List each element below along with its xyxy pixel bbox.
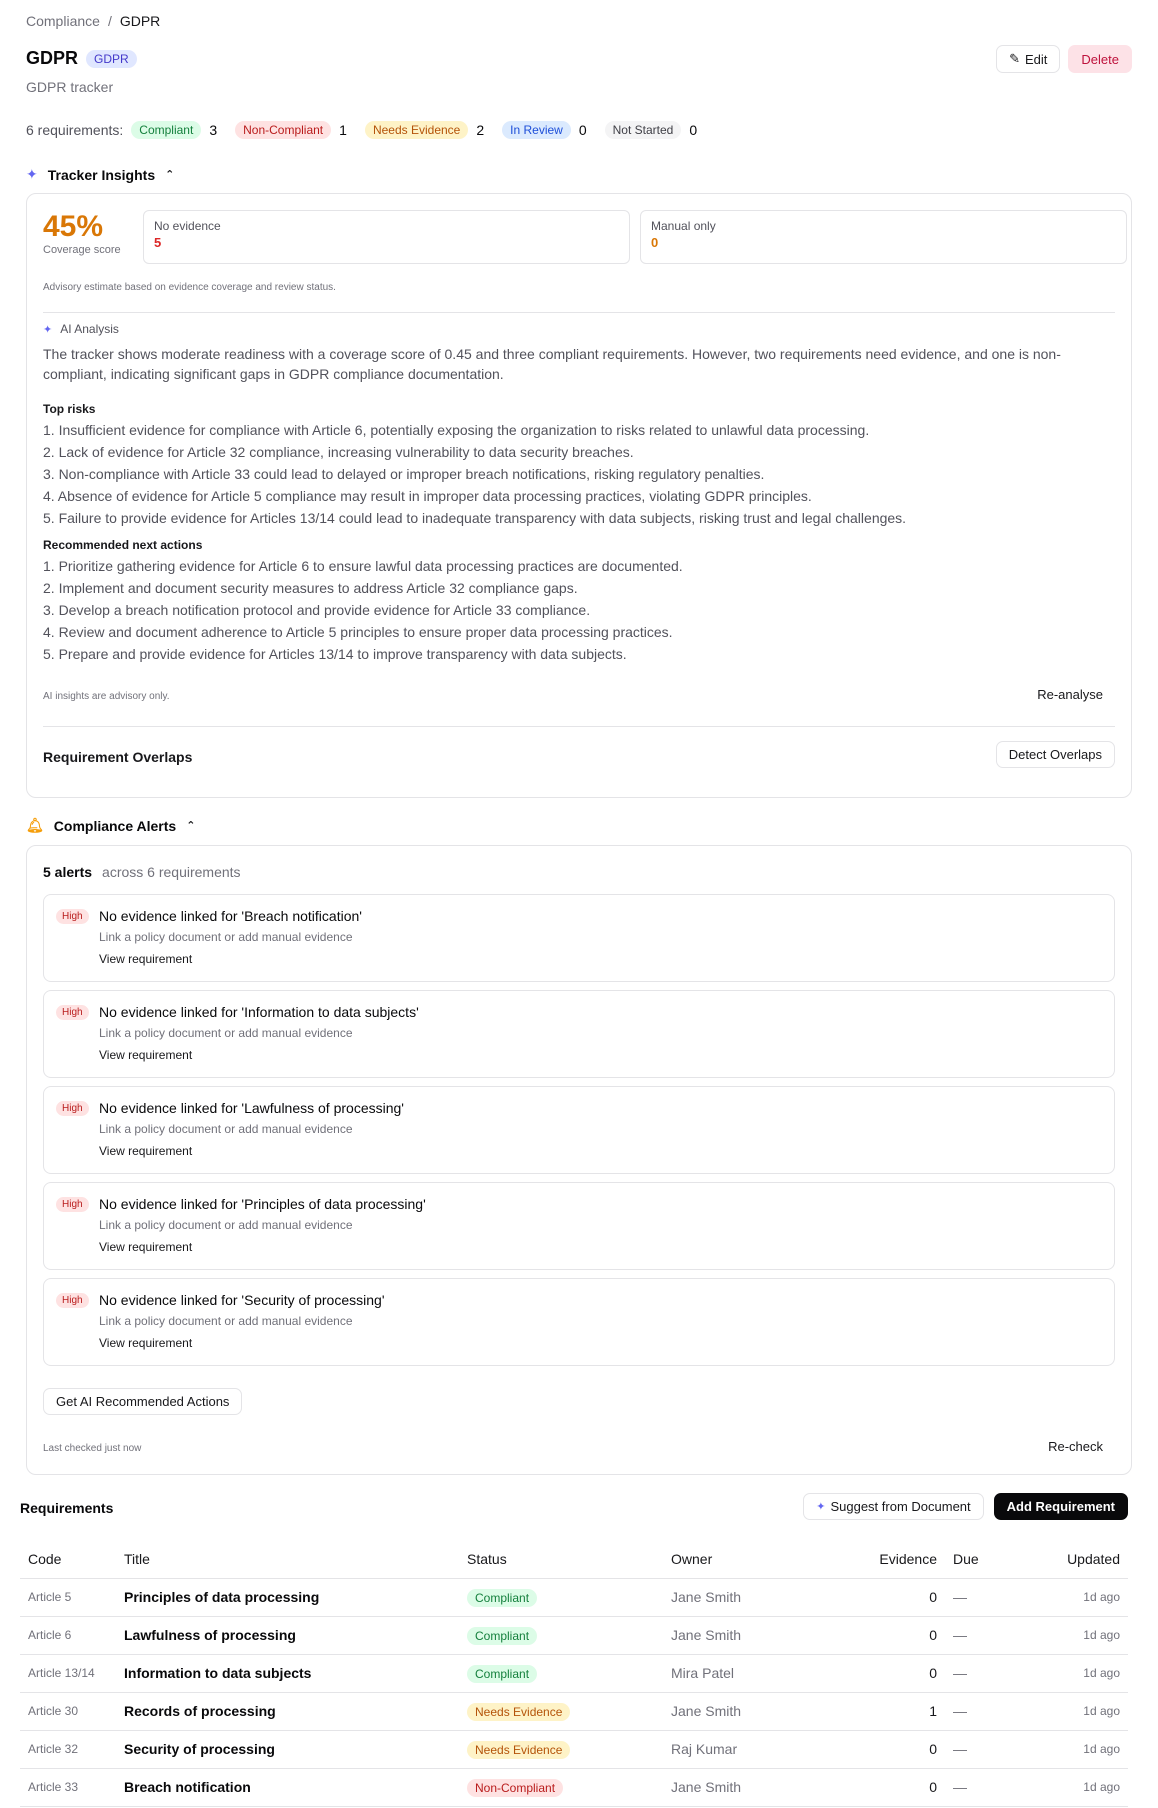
status-summary	[26, 121, 707, 139]
alerts-count: 5 alerts	[43, 864, 93, 880]
suggest-label: Suggest from Document	[830, 1499, 971, 1514]
updated-time: 1d ago	[1020, 1730, 1128, 1768]
metric-no-evidence	[143, 210, 630, 264]
edit-button[interactable]	[996, 45, 1060, 73]
recheck-button[interactable]: Re-check	[1036, 1434, 1115, 1459]
requirements-table	[20, 1540, 1128, 1807]
severity-badge: High	[56, 1101, 89, 1116]
requirement-code: Article 32	[20, 1730, 116, 1768]
status-count-non-compliant: 1	[339, 122, 347, 138]
requirements-count: 6 requirements:	[26, 122, 124, 138]
severity-badge: High	[56, 1197, 89, 1212]
status-badge-in-review: In Review	[502, 121, 571, 139]
table-row[interactable]	[20, 1654, 1128, 1692]
status-badge-needs-evidence: Needs Evidence	[365, 121, 468, 139]
column-header-title[interactable]: Title	[116, 1540, 459, 1578]
due-date: —	[945, 1654, 1020, 1692]
breadcrumb-current: GDPR	[119, 13, 161, 29]
alert-item	[43, 1278, 1115, 1366]
list-item: 3. Develop a breach notification protocol and provide evidence for Article 33 compliance.	[43, 602, 591, 618]
status-badge-compliant: Compliant	[131, 121, 201, 139]
status-badge-non-compliant: Non-Compliant	[235, 121, 331, 139]
evidence-count: 0	[833, 1578, 945, 1616]
alert-item	[43, 1086, 1115, 1174]
page-subtitle: GDPR tracker	[26, 79, 114, 95]
insights-card	[26, 193, 1132, 798]
advisory-note: Advisory estimate based on evidence coverage and review status.	[43, 282, 336, 293]
detect-overlaps-button[interactable]: Detect Overlaps	[996, 741, 1115, 768]
due-date: —	[945, 1692, 1020, 1730]
ai-analysis-text: AI Analysis	[60, 322, 119, 336]
updated-time: 1d ago	[1020, 1768, 1128, 1806]
delete-button[interactable]: Delete	[1068, 45, 1132, 73]
chevron-up-icon: ⌃	[186, 820, 196, 832]
evidence-count: 0	[833, 1730, 945, 1768]
requirement-title[interactable]: Information to data subjects	[116, 1654, 459, 1692]
metric-label: No evidence	[154, 219, 221, 233]
due-date: —	[945, 1730, 1020, 1768]
due-date: —	[945, 1768, 1020, 1806]
alert-title: No evidence linked for 'Breach notification'	[99, 908, 362, 924]
requirement-code: Article 33	[20, 1768, 116, 1806]
table-row[interactable]	[20, 1578, 1128, 1616]
alert-item	[43, 990, 1115, 1078]
alert-title: No evidence linked for 'Principles of data processing'	[99, 1196, 426, 1212]
requirement-code: Article 5	[20, 1578, 116, 1616]
requirement-code: Article 13/14	[20, 1654, 116, 1692]
severity-badge: High	[56, 1293, 89, 1308]
alert-item	[43, 1182, 1115, 1270]
metric-value: 0	[651, 235, 659, 250]
status-badge: Compliant	[467, 1665, 537, 1683]
alert-description: Link a policy document or add manual evidence	[99, 1314, 353, 1328]
overlaps-label: Requirement Overlaps	[43, 749, 193, 765]
alerts-summary	[43, 864, 241, 880]
due-date: —	[945, 1616, 1020, 1654]
requirement-title[interactable]: Security of processing	[116, 1730, 459, 1768]
alert-item	[43, 894, 1115, 982]
status-count-compliant: 3	[209, 122, 218, 138]
requirement-title[interactable]: Records of processing	[116, 1692, 459, 1730]
alerts-toggle[interactable]	[26, 817, 195, 834]
column-header-code[interactable]: Code	[20, 1540, 116, 1578]
view-requirement-link[interactable]: View requirement	[99, 1336, 193, 1350]
severity-badge: High	[56, 1005, 89, 1020]
actions-list	[43, 555, 1118, 665]
view-requirement-link[interactable]: View requirement	[99, 1144, 193, 1158]
table-row[interactable]	[20, 1692, 1128, 1730]
updated-time: 1d ago	[1020, 1692, 1128, 1730]
list-item: 5. Failure to provide evidence for Articles 13/14 could lead to inadequate transparency with data subjects, risking trust and legal challenges.	[43, 510, 907, 526]
requirement-title[interactable]: Principles of data processing	[116, 1578, 459, 1616]
metric-label: Manual only	[651, 219, 716, 233]
page-title: GDPR	[26, 48, 79, 68]
requirement-owner: Jane Smith	[663, 1768, 833, 1806]
column-header-evidence[interactable]: Evidence	[833, 1540, 945, 1578]
list-item: 2. Implement and document security measures to address Article 32 compliance gaps.	[43, 580, 578, 596]
severity-badge: High	[56, 909, 89, 924]
coverage-score	[43, 210, 133, 264]
ai-footer-note: AI insights are advisory only.	[43, 691, 170, 702]
status-badge: Needs Evidence	[467, 1741, 570, 1759]
last-checked: Last checked just now	[43, 1443, 142, 1454]
updated-time: 1d ago	[1020, 1578, 1128, 1616]
alert-description: Link a policy document or add manual evidence	[99, 1218, 353, 1232]
requirement-owner: Raj Kumar	[663, 1730, 833, 1768]
column-header-updated[interactable]: Updated	[1020, 1540, 1128, 1578]
view-requirement-link[interactable]: View requirement	[99, 952, 193, 966]
insights-title: Tracker Insights	[47, 166, 156, 183]
updated-time: 1d ago	[1020, 1654, 1128, 1692]
status-badge: Compliant	[467, 1589, 537, 1607]
list-item: 1. Prioritize gathering evidence for Article 6 to ensure lawful data processing practices are documented.	[43, 558, 683, 574]
requirement-owner: Jane Smith	[663, 1692, 833, 1730]
list-item: 4. Review and document adherence to Article 5 principles to ensure proper data processing practices.	[43, 624, 673, 640]
evidence-count: 1	[833, 1692, 945, 1730]
metric-value: 5	[154, 235, 162, 250]
table-header-row	[20, 1540, 1128, 1578]
add-requirement-button[interactable]: Add Requirement	[994, 1493, 1128, 1520]
list-item: 3. Non-compliance with Article 33 could lead to delayed or improper breach notifications, risking regulatory penalties.	[43, 466, 765, 482]
evidence-count: 0	[833, 1616, 945, 1654]
requirement-owner: Jane Smith	[663, 1616, 833, 1654]
breadcrumb	[26, 13, 160, 29]
alert-description: Link a policy document or add manual evidence	[99, 930, 353, 944]
requirement-owner: Jane Smith	[663, 1578, 833, 1616]
requirement-title[interactable]: Breach notification	[116, 1768, 459, 1806]
column-header-status[interactable]: Status	[459, 1540, 663, 1578]
coverage-score-label: Coverage score	[43, 244, 121, 256]
edit-label: Edit	[1025, 51, 1048, 67]
alert-title: No evidence linked for 'Information to data subjects'	[99, 1004, 419, 1020]
header-actions	[996, 45, 1132, 73]
status-count-needs-evidence: 2	[476, 122, 485, 138]
alerts-scope: across 6 requirements	[102, 864, 241, 880]
coverage-score-value: 45%	[43, 210, 104, 243]
column-header-owner[interactable]: Owner	[663, 1540, 833, 1578]
bell-icon: 🔔︎	[26, 817, 44, 833]
alert-title: No evidence linked for 'Security of processing'	[99, 1292, 385, 1308]
divider	[43, 312, 1115, 313]
alert-description: Link a policy document or add manual evidence	[99, 1026, 353, 1040]
requirement-title[interactable]: Lawfulness of processing	[116, 1616, 459, 1654]
status-count-in-review: 0	[578, 122, 587, 138]
updated-time: 1d ago	[1020, 1616, 1128, 1654]
actions-heading: Recommended next actions	[43, 538, 203, 552]
view-requirement-link[interactable]: View requirement	[99, 1240, 193, 1254]
framework-badge: GDPR	[86, 50, 137, 68]
divider	[43, 726, 1115, 727]
reanalyse-button[interactable]: Re-analyse	[1025, 682, 1115, 707]
breadcrumb-separator: /	[107, 13, 112, 29]
status-count-not-started: 0	[689, 122, 698, 138]
table-row[interactable]	[20, 1616, 1128, 1654]
list-item: 4. Absence of evidence for Article 5 compliance may result in improper data processing practices, violating GDPR principles.	[43, 488, 812, 504]
insights-toggle[interactable]	[26, 166, 174, 183]
requirement-code: Article 30	[20, 1692, 116, 1730]
status-badge: Non-Compliant	[467, 1779, 563, 1797]
list-item: 1. Insufficient evidence for compliance with Article 6, potentially exposing the organization to risks related to unlawful data processing.	[43, 422, 870, 438]
requirements-title: Requirements	[20, 1500, 114, 1516]
ai-recommended-actions-button[interactable]: Get AI Recommended Actions	[43, 1388, 242, 1415]
requirement-owner: Mira Patel	[663, 1654, 833, 1692]
ai-summary: The tracker shows moderate readiness with a coverage score of 0.45 and three compliant requirements. However, two requirements need evidence, and one is non-compliant, indicating significant gaps in GDPR compliance documentation.	[43, 346, 1061, 382]
due-date: —	[945, 1578, 1020, 1616]
requirement-code: Article 6	[20, 1616, 116, 1654]
sparkle-icon: ✦	[26, 166, 38, 182]
column-header-due[interactable]: Due	[945, 1540, 1020, 1578]
status-badge: Compliant	[467, 1627, 537, 1645]
evidence-count: 0	[833, 1654, 945, 1692]
table-row[interactable]	[20, 1768, 1128, 1806]
breadcrumb-parent[interactable]: Compliance	[26, 13, 100, 29]
requirements-actions	[803, 1493, 1128, 1520]
pencil-icon: ✎	[1009, 51, 1021, 66]
list-item: 5. Prepare and provide evidence for Articles 13/14 to improve transparency with data subjects.	[43, 646, 627, 662]
view-requirement-link[interactable]: View requirement	[99, 1048, 193, 1062]
alerts-card	[26, 845, 1132, 1475]
sparkle-icon: ✦	[816, 1501, 826, 1513]
list-item: 2. Lack of evidence for Article 32 compliance, increasing vulnerability to data security breaches.	[43, 444, 634, 460]
status-badge: Needs Evidence	[467, 1703, 570, 1721]
alert-title: No evidence linked for 'Lawfulness of processing'	[99, 1100, 404, 1116]
chevron-up-icon: ⌃	[165, 169, 175, 181]
risks-heading: Top risks	[43, 402, 96, 416]
status-badge-not-started: Not Started	[605, 121, 682, 139]
ai-analysis-label	[43, 322, 119, 336]
alert-description: Link a policy document or add manual evidence	[99, 1122, 353, 1136]
sparkle-icon: ✦	[43, 323, 53, 336]
suggest-from-document-button[interactable]	[803, 1493, 983, 1520]
table-row[interactable]	[20, 1730, 1128, 1768]
page-header	[26, 48, 1132, 78]
alerts-title: Compliance Alerts	[53, 817, 177, 834]
metric-manual-only	[640, 210, 1127, 264]
risks-list	[43, 419, 1118, 529]
evidence-count: 0	[833, 1768, 945, 1806]
